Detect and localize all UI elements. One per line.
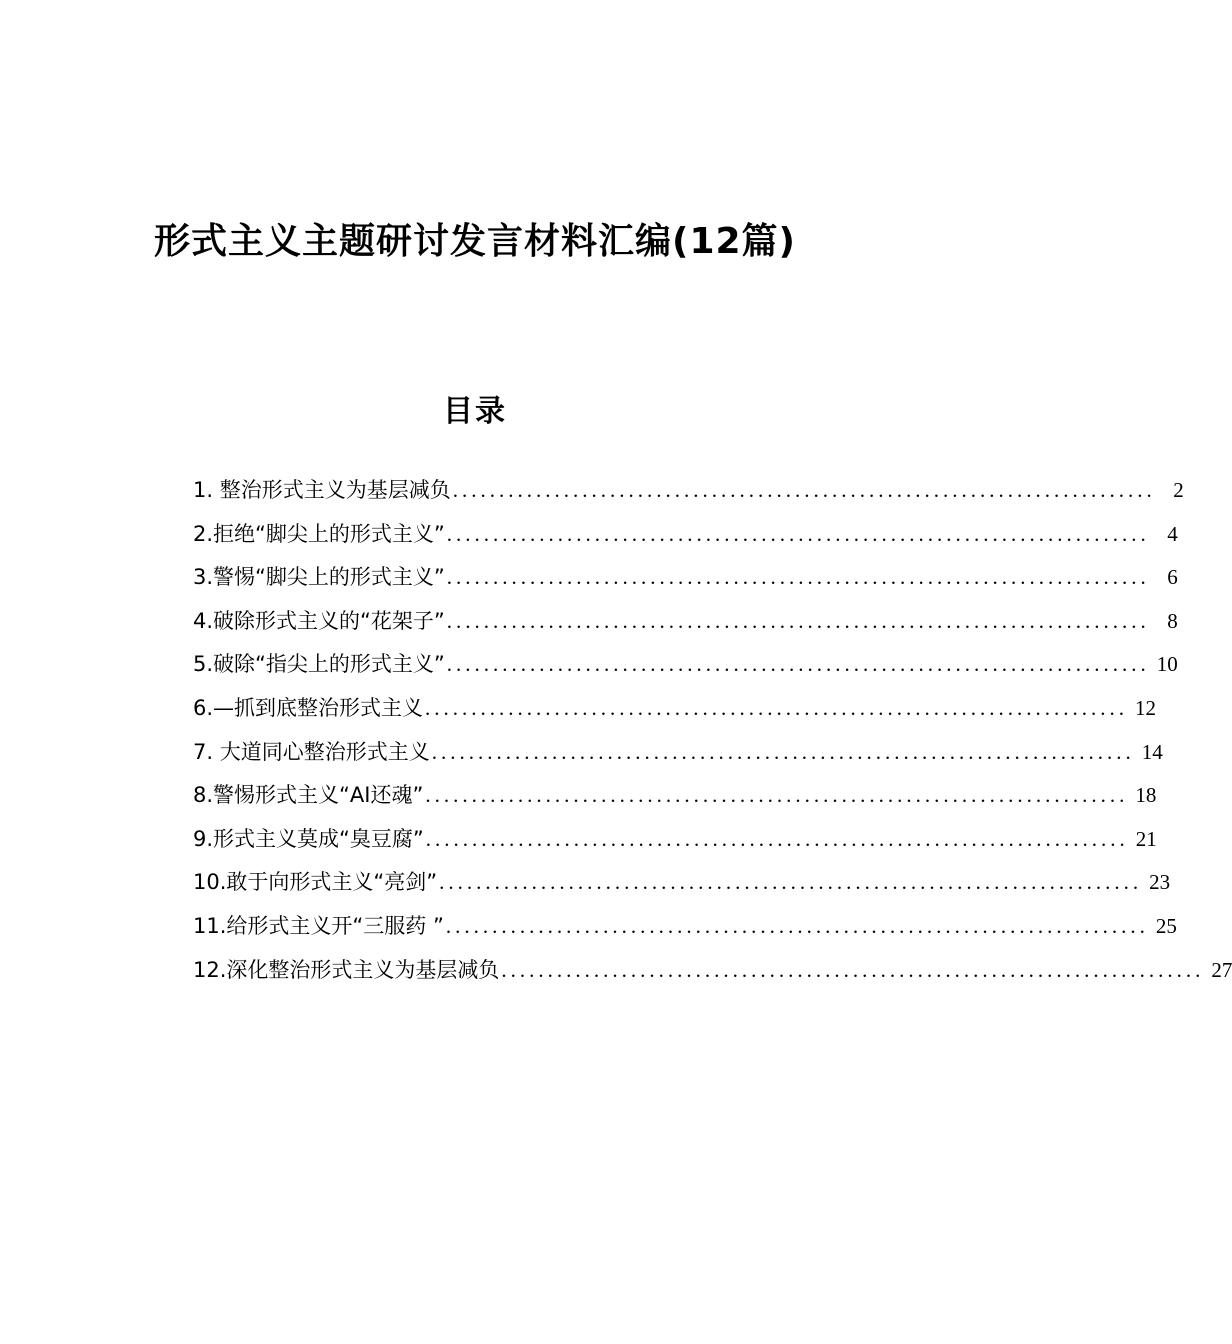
toc-page-number: 14 [1141,739,1163,764]
toc-page-number: 2 [1173,478,1184,502]
toc-entry-4 [193,605,1178,649]
toc-entry-title: 6.—抓到底整治形式主义 [193,695,424,720]
toc-page-number: 8 [1167,608,1178,633]
toc-entry-title: 5.破除“指尖上的形式主义” [193,652,445,677]
toc-dot-leader: ............................................................................ [425,695,1129,720]
toc-dot-leader: ............................................................................ [425,783,1129,808]
toc-dot-leader: ............................................................................ [446,565,1150,590]
toc-entry-2 [193,518,1178,562]
toc-entry-title: 12.深化整治形式主义为基层减负 [193,957,500,982]
toc-entry-title: 11.给形式主义开“三服药 ” [193,913,444,938]
toc-page-number: 18 [1135,783,1157,808]
toc-entry-5 [193,648,1178,692]
toc-entry-title: 3.警惕“脚尖上的形式主义” [193,565,445,590]
toc-dot-leader: ............................................................................ [439,870,1143,895]
toc-entry-title: 9.形式主义莫成“臭豆腐” [193,826,424,851]
toc-entry-12 [193,954,1232,998]
toc-page-number: 12 [1135,695,1157,720]
toc-entry-6 [193,692,1157,736]
toc-entry-9 [193,823,1157,867]
toc-entry-title: 7. 大道同心整治形式主义 [193,739,430,764]
toc-dot-leader: ............................................................................ [431,739,1135,764]
toc-dot-leader: ............................................................................ [445,913,1149,938]
toc-entry-3 [193,561,1178,605]
toc-entry-title: 8.警惕形式主义“AI还魂” [193,783,424,808]
toc-entry-7 [193,736,1163,780]
toc-dot-leader: ............................................................................ [446,521,1150,546]
toc-entry-8 [193,779,1157,823]
toc-page-number: 6 [1167,565,1178,590]
toc-page-number: 23 [1149,870,1171,895]
toc-dot-leader: ............................................................................ [446,608,1150,633]
toc-page-number: 10 [1156,652,1178,677]
toc-heading: 目录 [443,394,507,429]
toc-entry-title: 2.拒绝“脚尖上的形式主义” [193,521,445,546]
toc-dot-leader: ............................................................................ [446,652,1150,677]
toc-entry-1 [193,474,1184,518]
toc-page-number: 21 [1135,826,1157,851]
toc-entry-title: 4.破除形式主义的“花架子” [193,608,445,633]
table-of-contents [193,474,1232,997]
toc-entry-title: 10.敢于向形式主义“亮剑” [193,870,438,895]
toc-page-number: 4 [1167,521,1178,546]
toc-dot-leader: ............................................................................ [452,478,1156,502]
toc-entry-11 [193,910,1177,954]
toc-dot-leader: ............................................................................ [425,826,1129,851]
toc-page-number: 25 [1155,913,1177,938]
toc-page-number: 27 [1211,957,1232,982]
toc-entry-10 [193,866,1171,910]
toc-entry-title: 1. 整治形式主义为基层减负 [193,478,451,502]
toc-dot-leader: ............................................................................ [501,957,1205,982]
document-title: 形式主义主题研讨发言材料汇编(12篇) [153,221,796,262]
